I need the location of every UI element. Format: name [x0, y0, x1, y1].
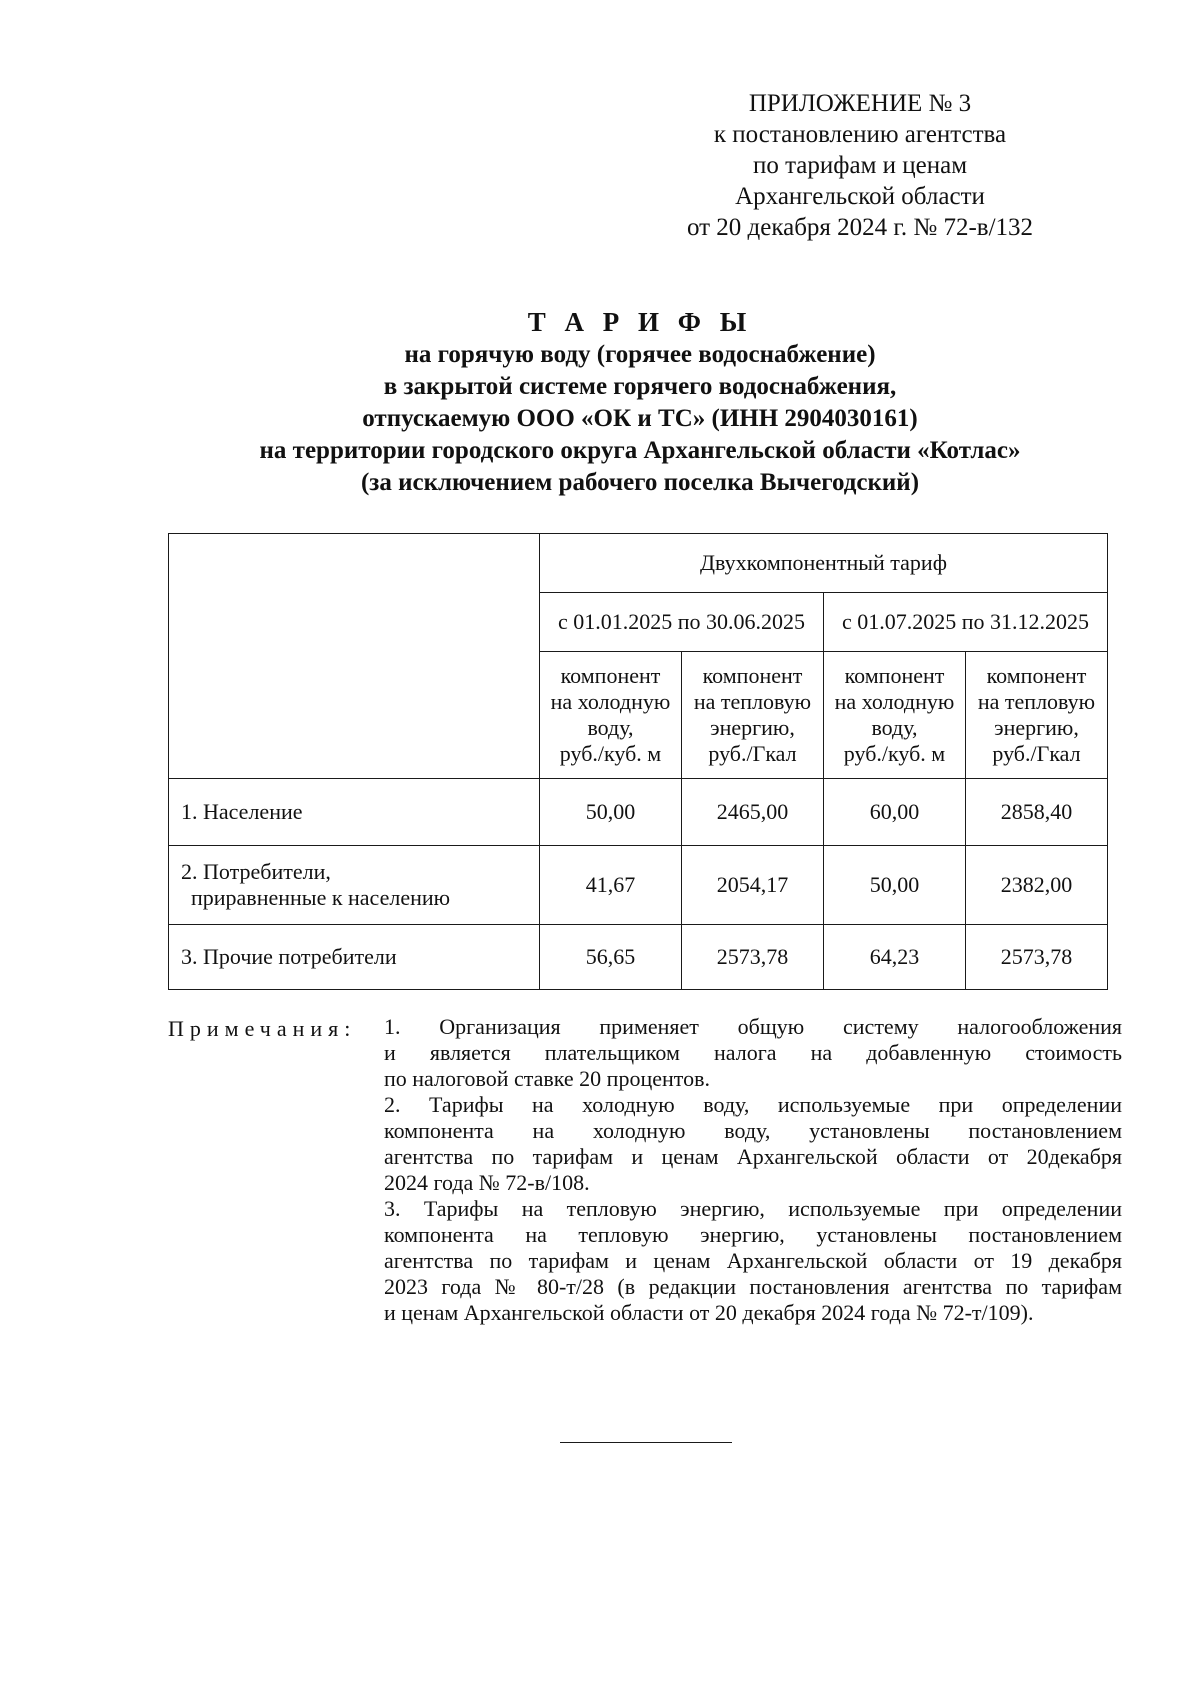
- table-cell: 60,00: [824, 779, 966, 846]
- note-3: 3. Тарифы на тепловую энергию, используемые при определении компонента на тепловую энергию, установлены постановлением агентства по тарифам и ценам Архангельской области от 19 декабря 2023 года № 80-т/28 (в редакции постановления агентства по тарифам и ценам Архангельской области от 20 декабря 2024 года № 72-т/109).: [384, 1196, 1122, 1325]
- header-component-cold-water-1: компонент на холодную воду, руб./куб. м: [540, 652, 682, 779]
- title-line: на территории городского округа Архангельской области «Котлас»: [259, 437, 1021, 464]
- note-2: 2. Тарифы на холодную воду, используемые при определении компонента на холодную воду, установлены постановлением агентства по тарифам и ценам Архангельской области от 20декабря 2024 года № 72-в/108.: [384, 1092, 1122, 1195]
- title-line: на горячую воду (горячее водоснабжение): [404, 341, 876, 368]
- header-component-cold-water-2: компонент на холодную воду, руб./куб. м: [824, 652, 966, 779]
- header-two-component-tariff: Двухкомпонентный тариф: [540, 534, 1108, 593]
- tariff-table: [168, 533, 1108, 990]
- table-row: [169, 846, 1108, 925]
- row-label: 2. Потребители, приравненные к населению: [169, 846, 540, 925]
- appendix-date-number: от 20 декабря 2024 г. № 72-в/132: [686, 214, 1034, 241]
- table-cell: 2858,40: [966, 779, 1108, 846]
- appendix-header: [660, 88, 1060, 243]
- row-label: 1. Население: [169, 779, 540, 846]
- note-1: 1. Организация применяет общую систему налогообложения и является плательщиком налога на добавленную стоимость по налоговой ставке 20 процентов.: [384, 1014, 1122, 1091]
- table-cell: 2382,00: [966, 846, 1108, 925]
- header-period-2: с 01.07.2025 по 31.12.2025: [824, 593, 1108, 652]
- table-cell: 2573,78: [966, 925, 1108, 990]
- table-cell: 2573,78: [682, 925, 824, 990]
- table-cell: 2054,17: [682, 846, 824, 925]
- row-label: 3. Прочие потребители: [169, 925, 540, 990]
- table-cell: 64,23: [824, 925, 966, 990]
- appendix-ref-line: по тарифам и ценам: [752, 152, 968, 179]
- appendix-number: ПРИЛОЖЕНИЕ № 3: [748, 90, 972, 117]
- title-line: отпускаемую ООО «ОК и ТС» (ИНН 2904030161): [362, 405, 918, 432]
- title-line: в закрытой системе горячего водоснабжения,: [383, 373, 897, 400]
- closing-rule-divider: [560, 1442, 732, 1443]
- appendix-ref-line: к постановлению агентства: [713, 121, 1007, 148]
- table-row: [169, 779, 1108, 846]
- notes-body: [384, 1014, 1122, 1326]
- notes-label: Примечания:: [168, 1016, 357, 1041]
- header-component-heat-2: компонент на тепловую энергию, руб./Гкал: [966, 652, 1108, 779]
- document-title: [130, 306, 1150, 499]
- header-component-heat-1: компонент на тепловую энергию, руб./Гкал: [682, 652, 824, 779]
- table-cell: 2465,00: [682, 779, 824, 846]
- table-corner-cell: [169, 534, 540, 779]
- title-line: (за исключением рабочего поселка Вычегодский): [360, 469, 920, 496]
- appendix-ref-line: Архангельской области: [735, 183, 985, 210]
- table-cell: 56,65: [540, 925, 682, 990]
- header-period-1: с 01.01.2025 по 30.06.2025: [540, 593, 824, 652]
- table-cell: 50,00: [540, 779, 682, 846]
- table-cell: 41,67: [540, 846, 682, 925]
- table-cell: 50,00: [824, 846, 966, 925]
- table-row: [169, 925, 1108, 990]
- title-main: Т А Р И Ф Ы: [527, 307, 753, 337]
